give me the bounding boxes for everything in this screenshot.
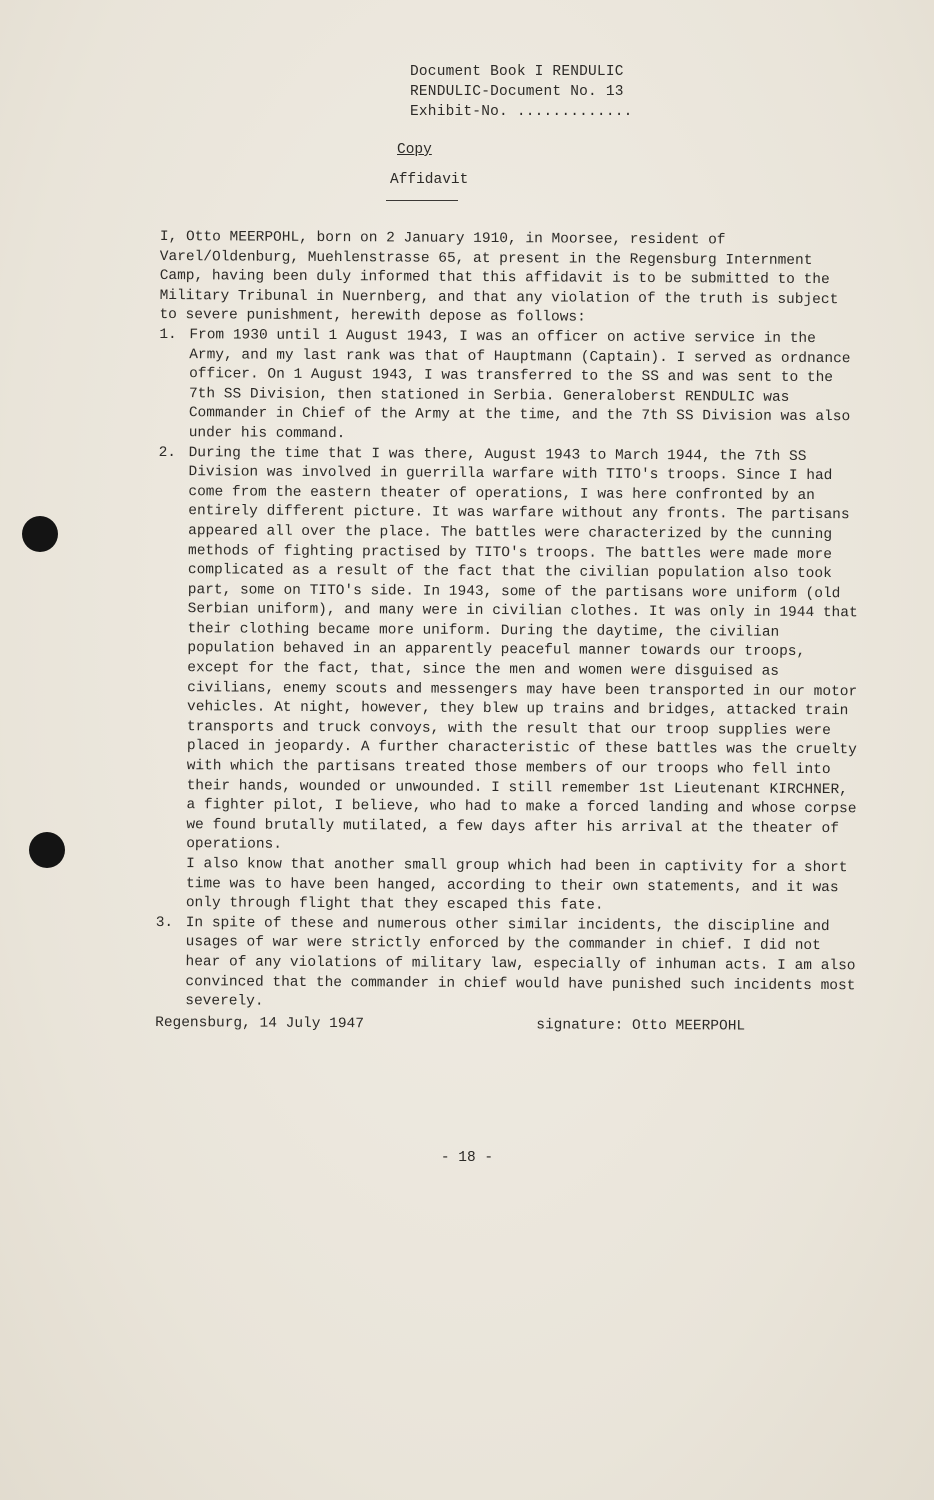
copy-label: Copy [397,142,432,158]
header-document-number: RENDULIC-Document No. 13 [410,84,624,100]
item-number: 2. [158,444,177,461]
item-number: 1. [159,326,177,344]
punch-hole-bottom [29,832,65,868]
numbered-item-1 [159,326,860,448]
title-underline [386,200,458,201]
affidavit-body [155,228,867,1038]
page-title: Affidavit [390,172,469,188]
item-number: 3. [155,914,174,931]
numbered-item-2 [156,444,867,860]
item-2-continuation: I also know that another small group which had been in captivity for a short time was to have been hanged, according to their own statements, and it was only through flight that they escaped this fate. [185,856,857,914]
numbered-item-3 [155,914,865,1016]
item-text: In spite of these and numerous other similar incidents, the discipline and usages of war were strictly enforced by the commander in chief. I did not hear of any violations of military law, especially of inhuman acts. I am also convinced that the commander in chief would have punished such incidents most severely. [185,914,865,1010]
page-number: - 18 - [440,1150,494,1166]
punch-hole-top [22,516,58,552]
item-text: During the time that I was there, August 1943 to March 1944, the 7th SS Division was involved in guerrilla warfare with TITO's troops. Since I had come from the eastern theater of operations, I was here confronted by an entirely different picture. It was warfare without any fronts. The partisans appeared all over the place. The battles were characterized by the cunning methods of fighting practised by TITO's troops. The battles were made more complicated as a result of the fact that the civilian population also took part, some on TITO's side. In 1943, some of the partisans wore uniform (old Serbian uniform), and many were in civilian clothes. It was only in 1944 that their clothing became more uniform. During the daytime, the civilian population behaved in an apparently peaceful manner towards our troops, except for the fact, that, since the men and women were disguised as civilians, enemy scouts and messengers may have been transported in our motor vehicles. At night, however, they blew up trains and bridges, attacked train transports and truck convoys, with the result that our troop supplies were placed in jeopardy. A further characteristic of these battles was the cruelty with which the partisans treated those members of our troops who fell into their hands, wounded or unwounded. I still remember 1st Lieutenant KIRCHNER, a fighter pilot, I believe, who had to make a forced landing and whose corpse we found brutally mutilated, a few days after his arrival at the theater of operations. [186,444,867,854]
header-exhibit-number: Exhibit-No. ............. [410,104,633,120]
item-text: From 1930 until 1 August 1943, I was an officer on active service in the Army, and my last rank was that of Hauptmann (Captain). I served as ordnance officer. On 1 August 1943, I was transferred to the SS and was sent to the 7th SS Division, then stationed in Serbia. Generaloberst RENDULIC was Commander in Chief of the Army at the time, and the 7th SS Division was also under his command. [188,327,860,443]
document-header [410,62,633,122]
header-document-book: Document Book I RENDULIC [410,64,624,80]
signature: signature: Otto MEERPOHL [536,1017,746,1035]
place-date: Regensburg, 14 July 1947 [155,1014,365,1033]
intro-paragraph: I, Otto MEERPOHL, born on 2 January 1910, in Moorsee, resident of Varel/Oldenburg, Muehlenstrasse 65, at present in the Regensburg Internment Camp, having been duly informed that this affidavit is to be submitted to the Military Tribunal in Nuernberg, and that any violation of the truth is subject to severe punishment, herewith depose as follows: [159,228,848,326]
signature-line [155,1014,745,1037]
